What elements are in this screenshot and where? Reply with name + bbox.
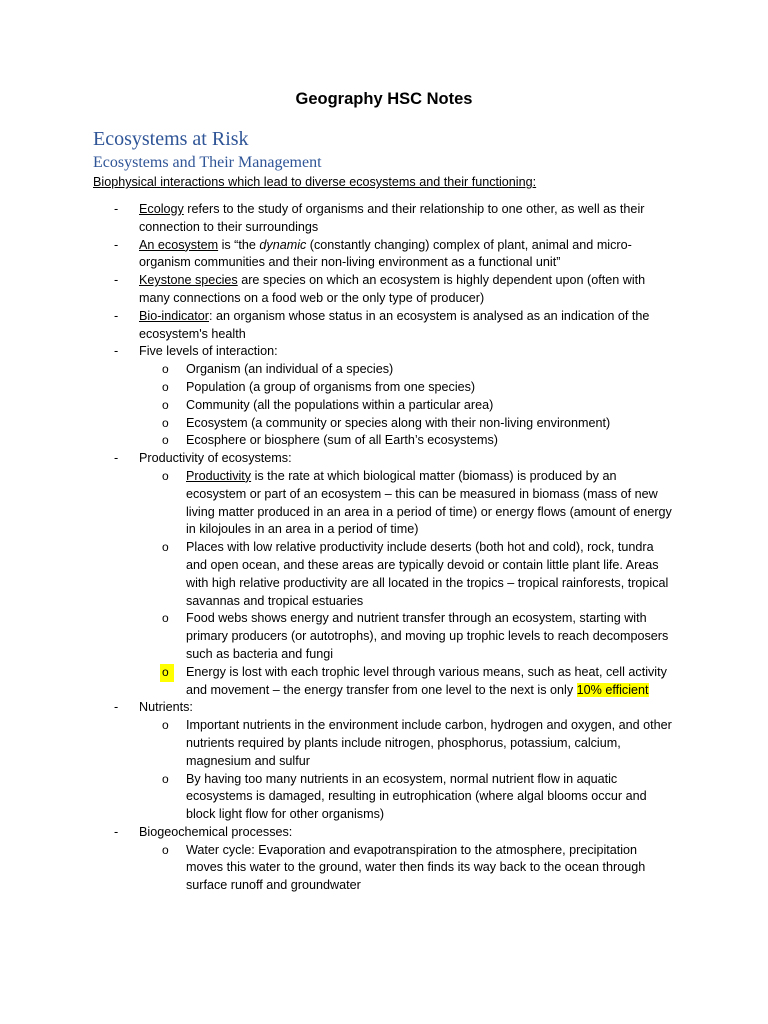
- productivity-heading: Productivity of ecosystems:: [139, 451, 292, 466]
- term-bio-indicator: Bio-indicator: [139, 308, 209, 323]
- circle-bullet-icon: o: [162, 842, 169, 857]
- dash-bullet: -: [114, 273, 119, 288]
- biogeochemical-sub-list: [0, 842, 768, 895]
- sub-item-text: Organism (an individual of a species): [186, 362, 394, 377]
- definition-ecosystem-part-a: is “the: [218, 237, 260, 252]
- sub-item: [0, 771, 676, 824]
- circle-bullet-icon: o: [162, 362, 169, 377]
- notes-list: [0, 201, 768, 895]
- sub-item-text: Population (a group of organisms from one species): [186, 379, 476, 394]
- highlighted-text: 10% efficient: [576, 682, 649, 697]
- definition-ecosystem-italic: dynamic: [259, 237, 307, 252]
- sub-item-text: Energy is lost with each trophic level through various means, such as heat, cell activity and movement – the energy transfer from one level to the next is only: [186, 664, 667, 697]
- dash-bullet: -: [114, 700, 119, 715]
- dash-bullet: -: [114, 308, 119, 323]
- sub-item: [0, 415, 676, 433]
- sub-item-text: Water cycle: Evaporation and evapotranspiration to the atmosphere, precipitation moves this water to the ground, water then finds its way back to the ocean through surface runoff and groundwater: [186, 842, 646, 893]
- list-item-ecosystem: [0, 237, 676, 273]
- circle-bullet-icon: o: [162, 540, 169, 555]
- definition-keystone: are species on which an ecosystem is highly dependent upon (often with many connections on a food web or the only type of producer): [139, 273, 646, 305]
- dash-bullet: -: [114, 202, 119, 216]
- levels-heading: Five levels of interaction:: [139, 344, 278, 359]
- circle-bullet-icon: o: [162, 468, 169, 483]
- section-heading: Biophysical interactions which lead to diverse ecosystems and their functioning:: [93, 175, 537, 189]
- list-item-nutrients: [0, 699, 676, 717]
- sub-item-text: Places with low relative productivity include deserts (both hot and cold), rock, tundra and open ocean, and these areas are typically devoid or contain little plant life. Areas with high relative productivity are all located in the tropics – tropical rainforests, tropical savannas and tropical estuaries: [186, 540, 669, 608]
- heading-ecosystems-at-risk: Ecosystems at Risk: [93, 128, 249, 150]
- heading-ecosystems-management: Ecosystems and Their Management: [93, 154, 322, 171]
- list-item-levels: [0, 343, 676, 361]
- circle-bullet-icon: o: [160, 664, 174, 682]
- circle-bullet-icon: o: [162, 611, 169, 626]
- list-item-keystone: [0, 272, 676, 308]
- sub-item-text: Important nutrients in the environment include carbon, hydrogen and oxygen, and other nutrients required by plants include nitrogen, phosphorus, potassium, calcium, magnesium and sulfur: [186, 718, 672, 768]
- definition-ecology: refers to the study of organisms and their relationship to one other, as well as their connection to their surroundings: [139, 202, 645, 234]
- term-ecosystem: An ecosystem: [139, 237, 219, 252]
- sub-item: [0, 432, 676, 450]
- sub-item: [0, 468, 676, 539]
- list-item-productivity: [0, 450, 676, 468]
- sub-item: [0, 361, 676, 379]
- dash-bullet: -: [114, 237, 119, 252]
- list-item-ecology: [0, 201, 676, 237]
- definition-ecosystem-part-b: (constantly changing) complex of plant, animal and micro-organism communities and their non-living environment as a functional unit”: [139, 237, 632, 270]
- list-item-biogeochemical: [0, 824, 676, 842]
- circle-bullet-icon: o: [162, 397, 169, 412]
- circle-bullet-icon: o: [162, 771, 169, 786]
- list-item-bio-indicator: [0, 308, 676, 344]
- nutrients-heading: Nutrients:: [139, 700, 193, 715]
- dash-bullet: -: [114, 451, 119, 466]
- dash-bullet: -: [114, 344, 119, 359]
- term-keystone-species: Keystone species: [139, 273, 238, 288]
- circle-bullet-icon: o: [162, 379, 169, 394]
- sub-item-highlighted: [0, 664, 676, 700]
- circle-bullet-icon: o: [162, 433, 169, 448]
- sub-item-text: Community (all the populations within a particular area): [186, 397, 494, 412]
- sub-item-text: By having too many nutrients in an ecosystem, normal nutrient flow in aquatic ecosystems is damaged, resulting in eutrophication (where algal blooms occur and block light flow for other organisms): [186, 771, 647, 822]
- sub-item: [0, 610, 676, 663]
- sub-item: [0, 842, 676, 895]
- sub-item: [0, 397, 676, 415]
- dash-bullet: -: [114, 824, 119, 839]
- levels-sub-list: [0, 361, 768, 450]
- sub-item: [0, 717, 676, 770]
- sub-item: [0, 539, 676, 610]
- biogeochemical-heading: Biogeochemical processes:: [139, 824, 293, 839]
- term-productivity: Productivity: [186, 468, 252, 483]
- document-title: Geography HSC Notes: [295, 90, 473, 108]
- nutrients-sub-list: [0, 717, 768, 824]
- productivity-sub-list: [0, 468, 768, 699]
- circle-bullet-icon: o: [162, 718, 169, 733]
- sub-item: [0, 379, 676, 397]
- circle-bullet-icon: o: [162, 415, 169, 430]
- sub-item-text: Ecosystem (a community or species along with their non-living environment): [186, 415, 611, 430]
- sub-item-text: Food webs shows energy and nutrient transfer through an ecosystem, starting with primary producers (or autotrophs), and moving up trophic levels to reach decomposers such as bacteria and fungi: [186, 611, 669, 661]
- sub-item-text: Ecosphere or biosphere (sum of all Earth’s ecosystems): [186, 433, 498, 448]
- definition-bio-indicator: : an organism whose status in an ecosystem is analysed as an indication of the ecosystem's health: [139, 308, 650, 341]
- sub-item-text: is the rate at which biological matter (biomass) is produced by an ecosystem or part of an ecosystem – this can be measured in biomass (mass of new living matter produced in an area in a period of time) or energy flows (amount of energy in kilojoules in an area in a period of time): [186, 468, 672, 537]
- term-ecology: Ecology: [139, 202, 184, 216]
